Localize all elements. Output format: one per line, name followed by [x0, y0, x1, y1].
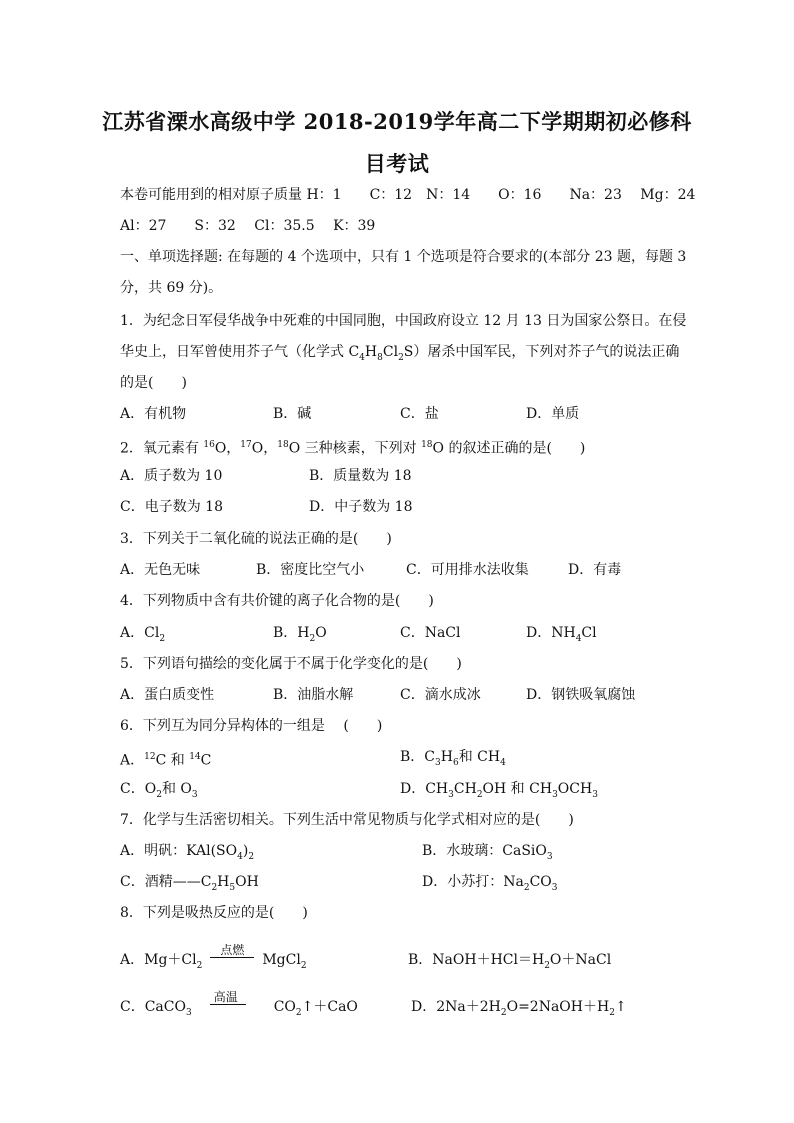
q4-stem: 4．下列物质中含有共价键的离子化合物的是( ): [120, 593, 434, 609]
q5-option-a[interactable]: A．蛋白质变性: [120, 687, 215, 703]
q8-option-a[interactable]: A．$Mg+Cl_2$ 点燃 MgCl$_2$: [120, 943, 307, 971]
q2-option-d[interactable]: D．中子数为 18: [309, 499, 413, 515]
reaction-arrow: [206, 943, 258, 969]
q7-option-a[interactable]: A．明矾：$KAl(SO_4)_2$: [120, 843, 255, 862]
q7-option-c[interactable]: C．酒精$——C_2H_5OH$: [120, 874, 259, 893]
q4-option-a[interactable]: A．$Cl_2$: [120, 625, 166, 644]
q1-option-b[interactable]: B．碱: [273, 406, 312, 422]
atomic-mass-line1: 本卷可能用到的相对原子质量 H：1 C：12 N：14 O：16 Na：23 Mg：24: [120, 187, 696, 203]
q5-option-d[interactable]: D．钢铁吸氧腐蚀: [526, 687, 636, 703]
reaction-condition: 点燃: [220, 943, 245, 957]
q2-option-b[interactable]: B．质量数为 18: [309, 468, 412, 484]
q3-option-c[interactable]: C．可用排水法收集: [406, 562, 529, 578]
q8-option-b[interactable]: B．$NaOH+HCl=H_2O+NaCl$: [408, 952, 612, 971]
atomic-mass-line2: Al：27 S：32 Cl：35.5 K：39: [120, 218, 376, 234]
q3-option-b[interactable]: B．密度比空气小: [256, 562, 365, 578]
q7-stem: 7．化学与生活密切相关。下列生活中常见物质与化学式相对应的是( ): [120, 812, 574, 828]
q6-option-d[interactable]: D．$CH_3CH_2OH$ 和 $CH_3OCH_3$: [400, 781, 598, 800]
q4-option-c[interactable]: C．NaCl: [400, 625, 461, 641]
section-instruction-line1: 一、单项选择题: 在每题的 4 个选项中，只有 1 个选项是符合要求的(本部分 23 题，每题 3: [120, 249, 687, 265]
q7-option-b[interactable]: B．水玻璃：CaSiO$_3$: [422, 843, 553, 862]
q7-option-d[interactable]: D．小苏打：$Na_2CO_3$: [422, 874, 558, 893]
q2-stem: 2．氧元素有 $^{16}$O，$^{17}$O，$^{18}$O 三种核素，下列对 $^{18}$O 的叙述正确的是( ): [120, 440, 586, 457]
q2-option-a[interactable]: A．质子数为 10: [120, 468, 223, 484]
exam-title-line2: 目考试: [364, 151, 430, 176]
q4-option-b[interactable]: B．$H_2O$: [273, 625, 327, 644]
exam-title-line1: 江苏省溧水高级中学 2018-2019学年高二下学期期初必修科: [102, 109, 692, 134]
q8-option-d[interactable]: D．$2Na+2H_2O=2NaOH+H_2↑$: [411, 999, 627, 1018]
q3-option-d[interactable]: D．有毒: [568, 562, 622, 578]
q1-stem-line2: 华史上，日军曾使用芥子气（化学式 $C_4H_8Cl_2S$）屠杀中国军民，下列对芥子气的说法正确: [120, 344, 680, 363]
q6-option-b[interactable]: B．$C_3H_6$和 $CH_4$: [400, 749, 506, 768]
q8-stem: 8．下列是吸热反应的是( ): [120, 905, 308, 921]
q1-option-d[interactable]: D．单质: [526, 406, 580, 422]
q1-stem-line3: 的是( ): [120, 375, 187, 391]
q6-option-c[interactable]: C．$O_2$和 $O_3$: [120, 781, 198, 800]
q1-option-a[interactable]: A．有机物: [120, 406, 187, 422]
q6-stem: 6．下列互为同分异构体的一组是 ( ): [120, 718, 383, 734]
section-instruction-line2: 分，共 69 分)。: [120, 280, 223, 296]
q2-option-c[interactable]: C．电子数为 18: [120, 499, 223, 515]
q5-option-b[interactable]: B．油脂水解: [273, 687, 354, 703]
q5-option-c[interactable]: C．滴水成冰: [400, 687, 481, 703]
reaction-condition: 高温: [213, 990, 238, 1004]
q3-option-a[interactable]: A．无色无味: [120, 562, 201, 578]
q1-stem-line1: 1．为纪念日军侵华战争中死难的中国同胞，中国政府设立 12 月 13 日为国家公祭日。在侵: [120, 313, 687, 329]
q5-stem: 5．下列语句描绘的变化属于不属于化学变化的是( ): [120, 656, 462, 672]
q8-option-c[interactable]: C．CaCO$_3$ 高温 $CO_2↑+CaO$: [120, 990, 358, 1018]
q3-stem: 3．下列关于二氧化硫的说法正确的是( ): [120, 531, 392, 547]
reaction-arrow: [206, 990, 270, 1016]
q1-option-c[interactable]: C．盐: [400, 406, 439, 422]
q4-option-d[interactable]: D．$NH_4Cl$: [526, 625, 597, 644]
q6-option-a[interactable]: A．$^{12}$C 和 $^{14}$C: [120, 752, 212, 769]
